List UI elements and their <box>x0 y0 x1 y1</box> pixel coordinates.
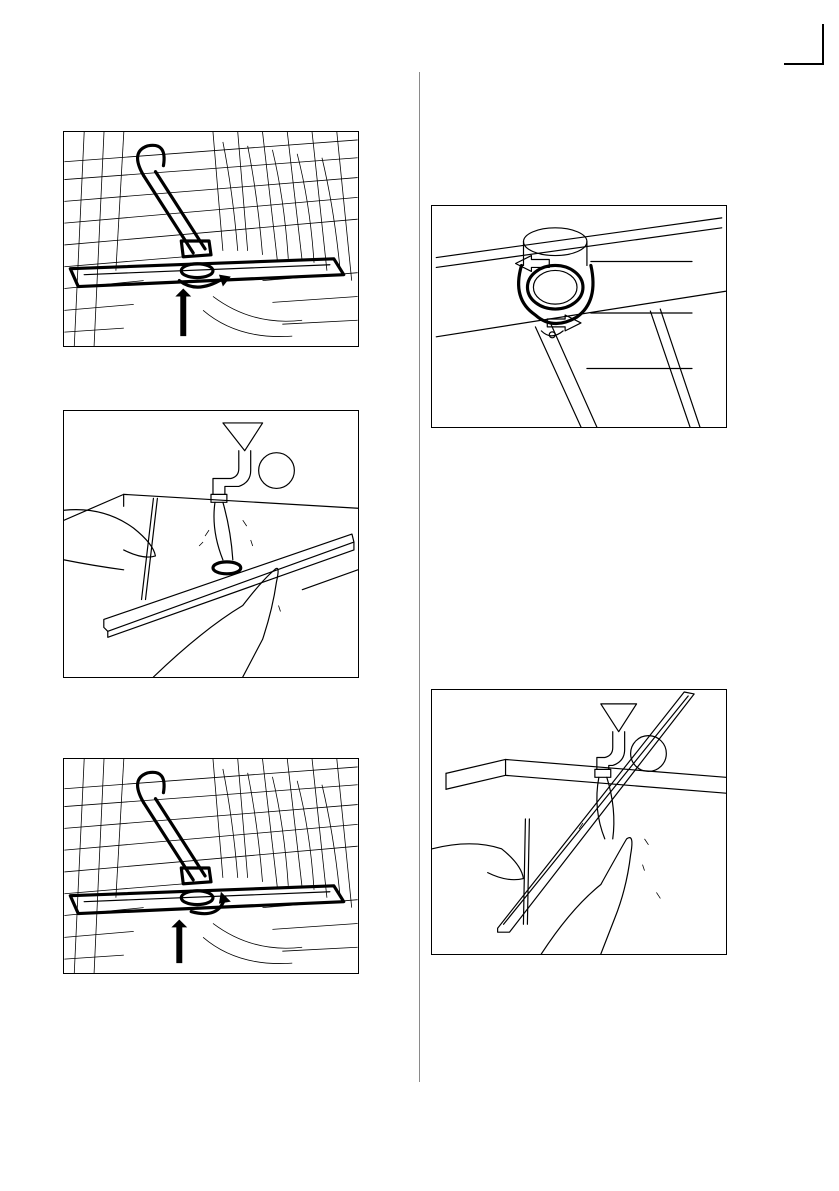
spray-arm-bearing-icon <box>432 206 726 427</box>
spray-arm-rinsing-icon <box>64 411 358 677</box>
figure-lower-spray-arm-rinsing <box>431 689 727 955</box>
spray-arm-removal-icon <box>64 132 358 346</box>
figure-spray-arm-rinsing <box>63 410 359 678</box>
spray-arm-refit-icon <box>64 759 358 973</box>
figure-spray-arm-bearing <box>431 205 727 428</box>
figure-spray-arm-removal <box>63 131 359 347</box>
figure-spray-arm-refit <box>63 758 359 974</box>
crop-mark <box>784 24 824 64</box>
lower-spray-arm-rinsing-icon <box>432 690 726 954</box>
column-divider <box>419 72 420 1082</box>
